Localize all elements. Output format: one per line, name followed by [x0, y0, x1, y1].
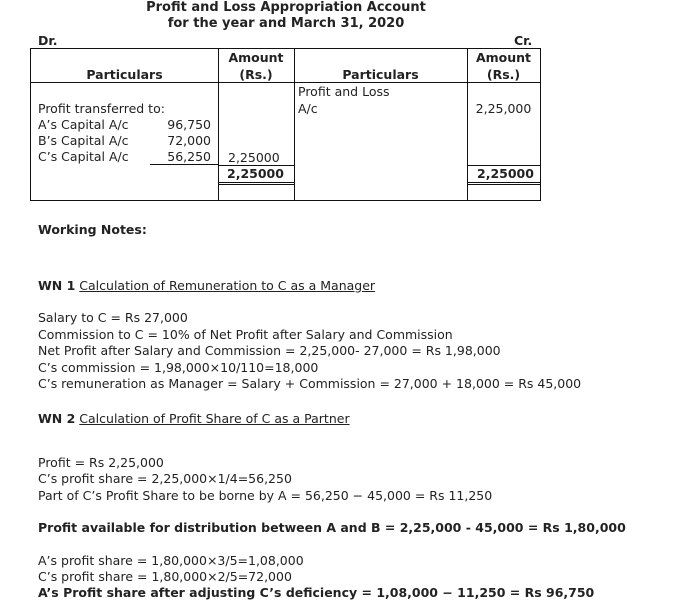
c-share-line: C’s profit share = 1,80,000×2/5=72,000 — [38, 569, 292, 584]
left-amount-header: Amount — [228, 50, 284, 65]
left-subtotal: 2,25000 — [228, 150, 280, 165]
wn2-title: Calculation of Profit Share of C as a Partner — [79, 411, 350, 426]
wn2-line-3: Part of C’s Profit Share to be borne by A = 56,250 − 45,000 = Rs 11,250 — [38, 488, 493, 503]
right-amount-unit: (Rs.) — [486, 67, 521, 82]
wn1-prefix: WN 1 — [38, 278, 76, 293]
account-title: Profit and Loss Appropriation Account — [146, 0, 426, 15]
working-notes-heading: Working Notes: — [38, 222, 147, 237]
wn2-prefix: WN 2 — [38, 411, 76, 426]
row-label-a: A’s Capital A/c — [38, 117, 129, 132]
right-item-amount: 2,25,000 — [475, 101, 532, 116]
right-item-line2: A/c — [298, 101, 318, 116]
left-amount-unit: (Rs.) — [239, 67, 273, 82]
profit-available-line: Profit available for distribution between A and B = 2,25,000 - 45,000 = Rs 1,80,000 — [38, 520, 626, 535]
left-particulars-header: Particulars — [86, 67, 163, 82]
row-value-b: 72,000 — [167, 133, 211, 148]
left-total: 2,25000 — [227, 166, 284, 181]
wn1-line-3: Net Profit after Salary and Commission = 2,25,000- 27,000 = Rs 1,98,000 — [38, 343, 501, 358]
wn2-line-1: Profit = Rs 2,25,000 — [38, 455, 164, 470]
right-particulars-header: Particulars — [342, 67, 419, 82]
transfer-label: Profit transferred to: — [38, 101, 165, 116]
row-label-b: B’s Capital A/c — [38, 133, 129, 148]
wn2-line-2: C’s profit share = 2,25,000×1/4=56,250 — [38, 471, 292, 486]
right-amount-header: Amount — [475, 50, 532, 65]
credit-label: Cr. — [514, 33, 533, 48]
wn1-line-5: C’s remuneration as Manager = Salary + Commission = 27,000 + 18,000 = Rs 45,000 — [38, 376, 582, 391]
right-total: 2,25000 — [477, 166, 534, 181]
wn1-line-4: C’s commission = 1,98,000×10/110=18,000 — [38, 360, 319, 375]
row-value-c: 56,250 — [167, 149, 211, 164]
row-value-a: 96,750 — [167, 117, 211, 132]
wn1-line-2: Commission to C = 10% of Net Profit after Salary and Commission — [38, 327, 453, 342]
debit-label: Dr. — [38, 33, 58, 48]
final-share-line: A’s Profit share after adjusting C’s deficiency = 1,08,000 − 11,250 = Rs 96,750 — [38, 585, 595, 600]
row-label-c: C’s Capital A/c — [38, 149, 129, 164]
wn1-line-1: Salary to C = Rs 27,000 — [38, 310, 188, 325]
wn1-title: Calculation of Remuneration to C as a Manager — [79, 278, 376, 293]
right-item-line1: Profit and Loss — [298, 84, 390, 99]
wn1-heading — [38, 278, 375, 293]
wn2-heading — [38, 411, 350, 426]
account-subtitle: for the year and March 31, 2020 — [167, 16, 405, 31]
a-share-line: A’s profit share = 1,80,000×3/5=1,08,000 — [38, 553, 304, 568]
